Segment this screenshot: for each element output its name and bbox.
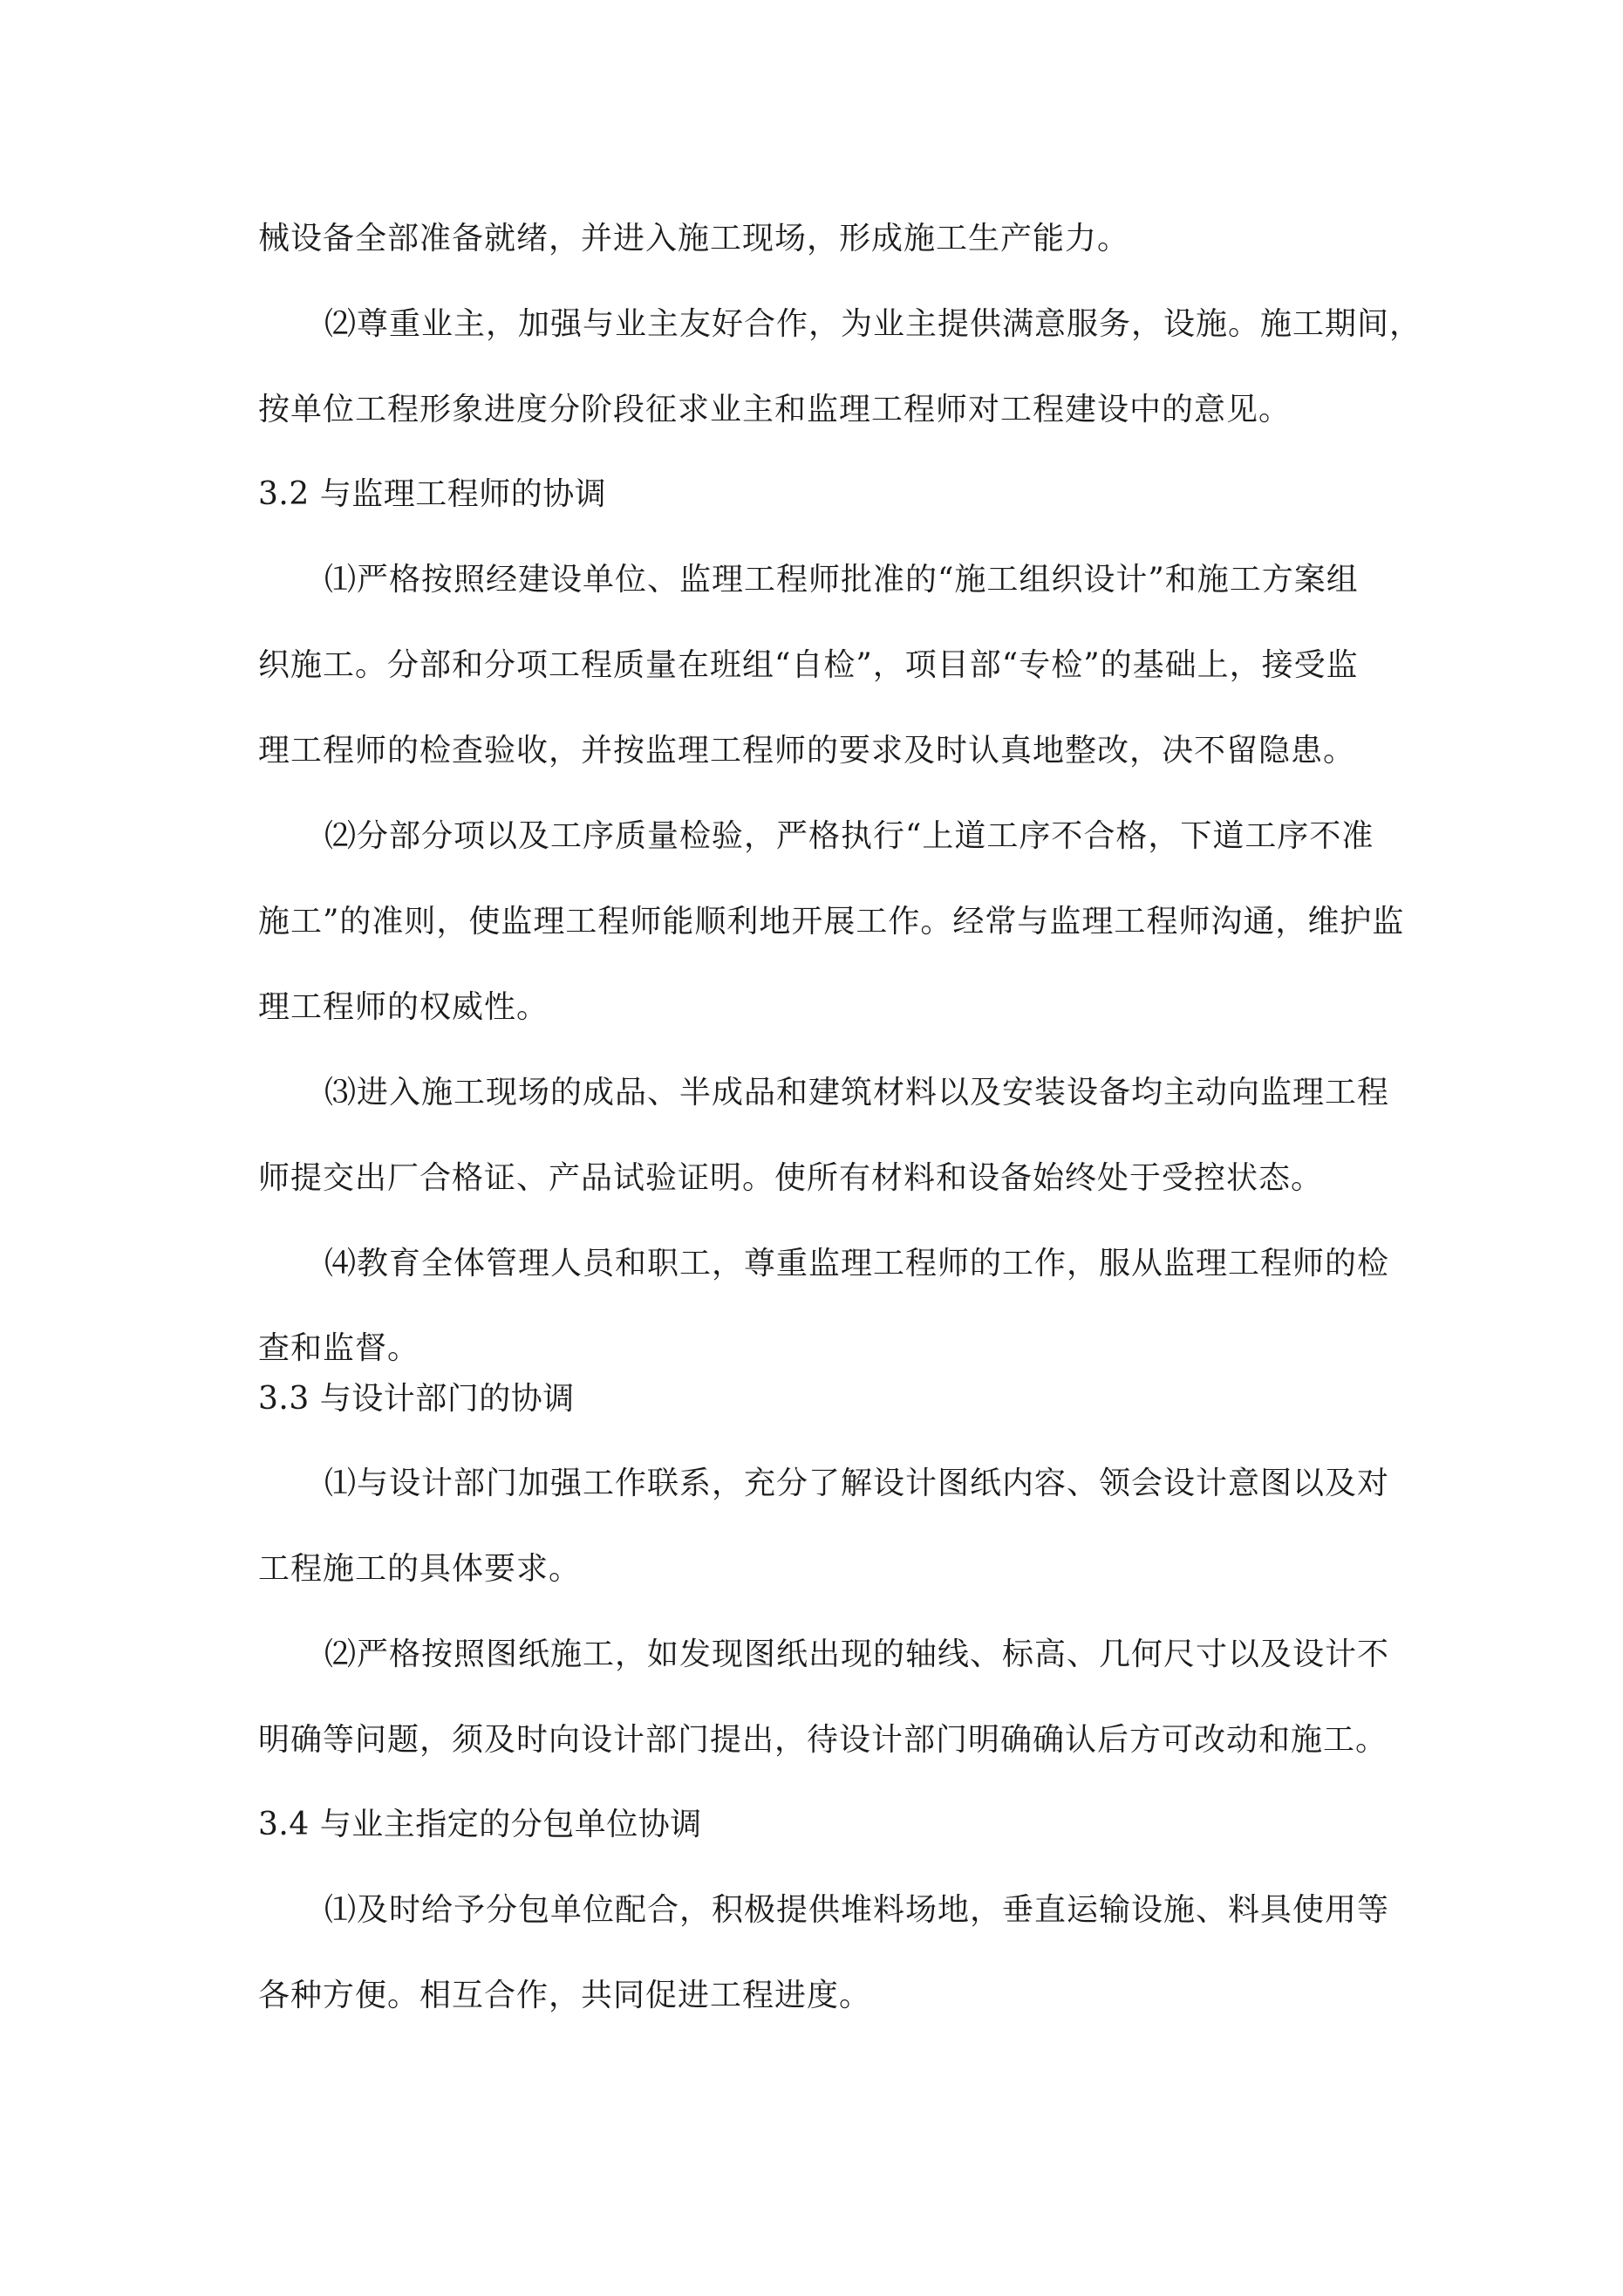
paragraph-line: 施工”的准则，使监理工程师能顺利地开展工作。经常与监理工程师沟通，维护监 [258, 904, 1405, 940]
paragraph-line: 查和监督。 [258, 1330, 420, 1366]
paragraph-line: ⑵尊重业主，加强与业主友好合作，为业主提供满意服务，设施。施工期间， [324, 306, 1422, 342]
paragraph-line: 理工程师的权威性。 [258, 989, 549, 1025]
paragraph-line: 各种方便。相互合作，共同促进工程进度。 [258, 1978, 872, 2013]
paragraph-line: ⑴与设计部门加强工作联系，充分了解设计图纸内容、领会设计意图以及对 [324, 1466, 1390, 1501]
section-heading: 3.3 与设计部门的协调 [258, 1381, 575, 1417]
paragraph-line: ⑷教育全体管理人员和职工，尊重监理工程师的工作，服从监理工程师的检 [324, 1246, 1390, 1281]
paragraph-line: ⑶进入施工现场的成品、半成品和建筑材料以及安装设备均主动向监理工程 [324, 1075, 1390, 1110]
paragraph-line: 按单位工程形象进度分阶段征求业主和监理工程师对工程建设中的意见。 [258, 392, 1292, 427]
paragraph-line: 械设备全部准备就绪，并进入施工现场，形成施工生产能力。 [258, 221, 1130, 256]
paragraph-line: ⑴严格按照经建设单位、监理工程师批准的“施工组织设计”和施工方案组 [324, 562, 1359, 598]
paragraph-line: 工程施工的具体要求。 [258, 1551, 582, 1587]
paragraph-line: ⑵分部分项以及工序质量检验，严格执行“上道工序不合格，下道工序不准 [324, 818, 1374, 854]
paragraph-line: ⑴及时给予分包单位配合，积极提供堆料场地，垂直运输设施、料具使用等 [324, 1892, 1390, 1928]
section-heading: 3.2 与监理工程师的协调 [258, 476, 607, 512]
paragraph-line: 师提交出厂合格证、产品试验证明。使所有材料和设备始终处于受控状态。 [258, 1160, 1324, 1196]
paragraph-line: 理工程师的检查验收，并按监理工程师的要求及时认真地整改，决不留隐患。 [258, 733, 1356, 769]
paragraph-line: 织施工。分部和分项工程质量在班组“自检”，项目部“专检”的基础上，接受监 [258, 647, 1359, 683]
section-heading: 3.4 与业主指定的分包单位协调 [258, 1807, 702, 1842]
paragraph-line: 明确等问题，须及时向设计部门提出，待设计部门明确确认后方可改动和施工。 [258, 1722, 1388, 1758]
paragraph-line: ⑵严格按照图纸施工，如发现图纸出现的轴线、标高、几何尺寸以及设计不 [324, 1637, 1390, 1672]
